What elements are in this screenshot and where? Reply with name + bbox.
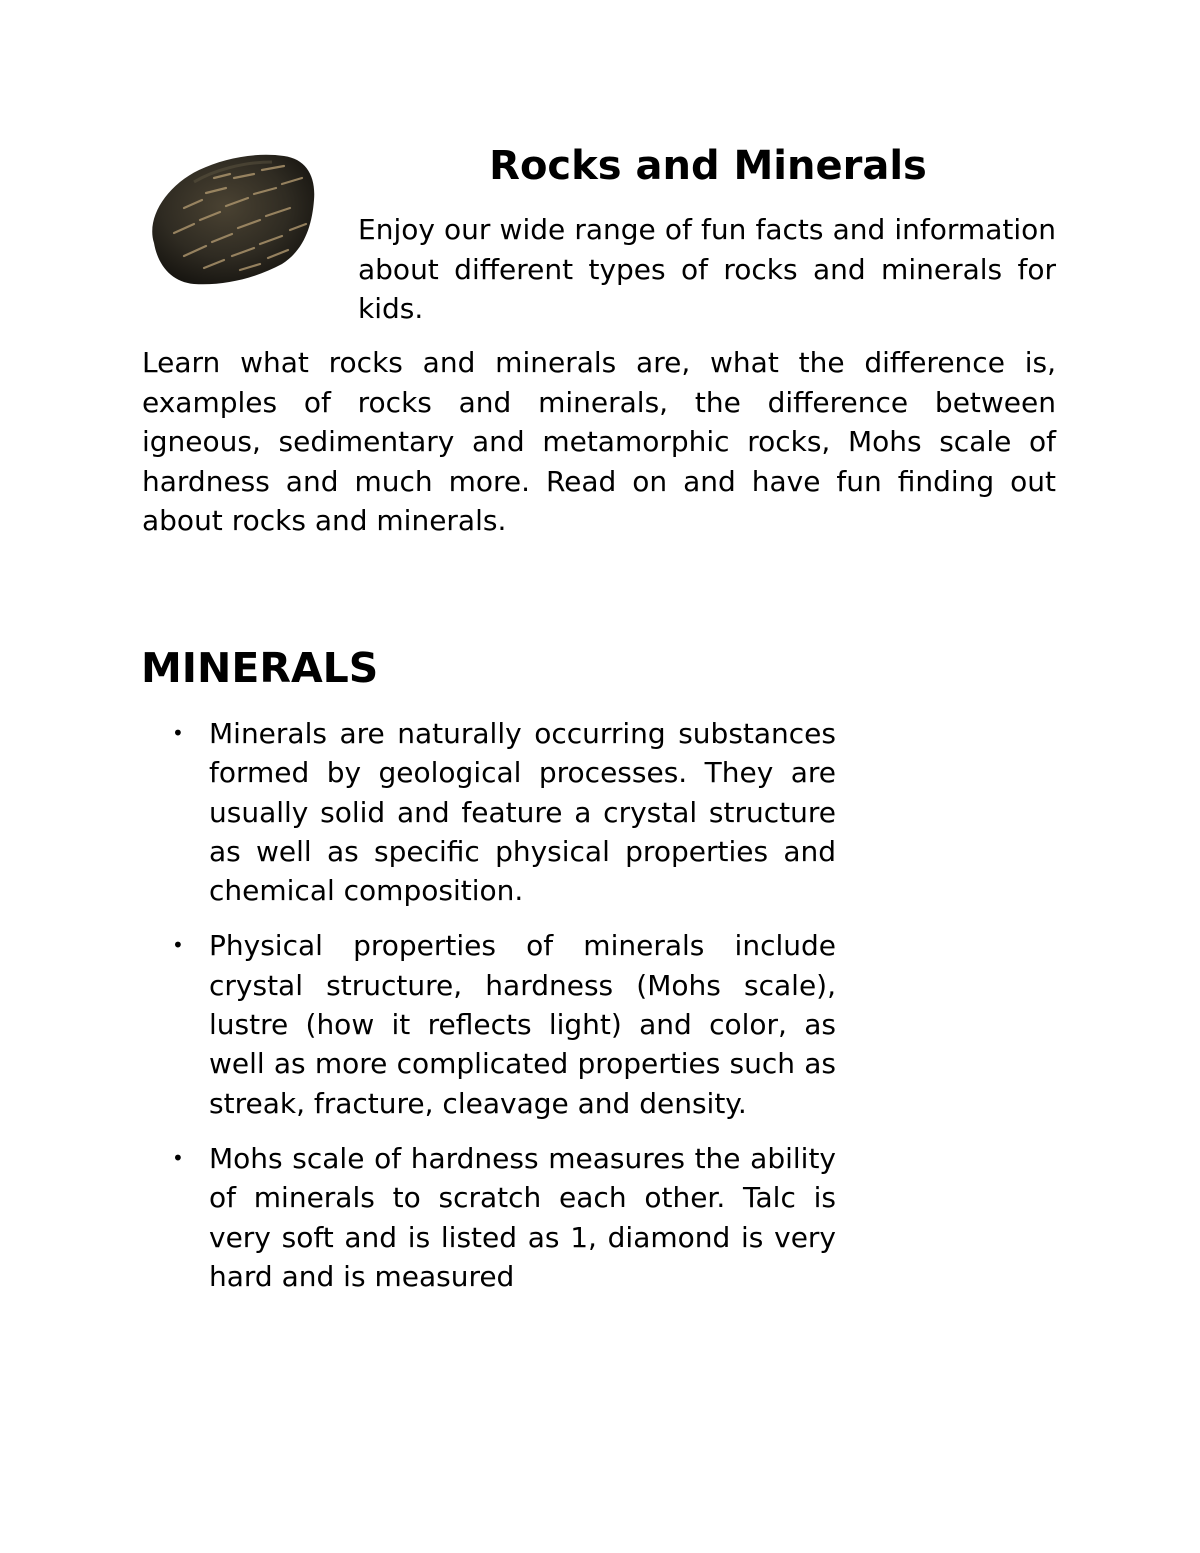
intro-paragraph: Enjoy our wide range of fun facts and information about different types of rocks and minerals for kids. [358,213,1056,325]
bullet-icon: • [172,933,184,958]
bullet-icon: • [172,721,184,745]
fact-text: Physical properties of minerals include crystal structure, hardness (Mohs scale), lustre (how it reflects light) and color, as well as more complicated properties such as streak, fracture, cleavage and density. [209,929,836,1120]
list-item [142,1139,836,1296]
rock-photo-icon [144,148,320,288]
fact-text: Minerals are naturally occurring substances formed by geological processes. They are usually solid and feature a crystal structure as well as specific physical properties and chemical composition. [209,717,836,908]
minerals-fact-list [142,714,836,1312]
lead-paragraph: Learn what rocks and minerals are, what the difference is, examples of rocks and minerals, the difference between igneous, sedimentary and metamorphic rocks, Mohs scale of hardness and much more. Read on and have fun finding out about rocks and minerals. [142,346,1056,537]
list-item [142,714,836,910]
fact-text: Mohs scale of hardness measures the ability of minerals to scratch each other. Talc is very soft and is listed as 1, diamond is very hard and is measured [209,1141,836,1293]
minerals-heading: MINERALS [141,644,379,692]
list-item [142,926,836,1122]
page-title: Rocks and Minerals [489,143,927,189]
bullet-icon: • [172,1145,184,1170]
